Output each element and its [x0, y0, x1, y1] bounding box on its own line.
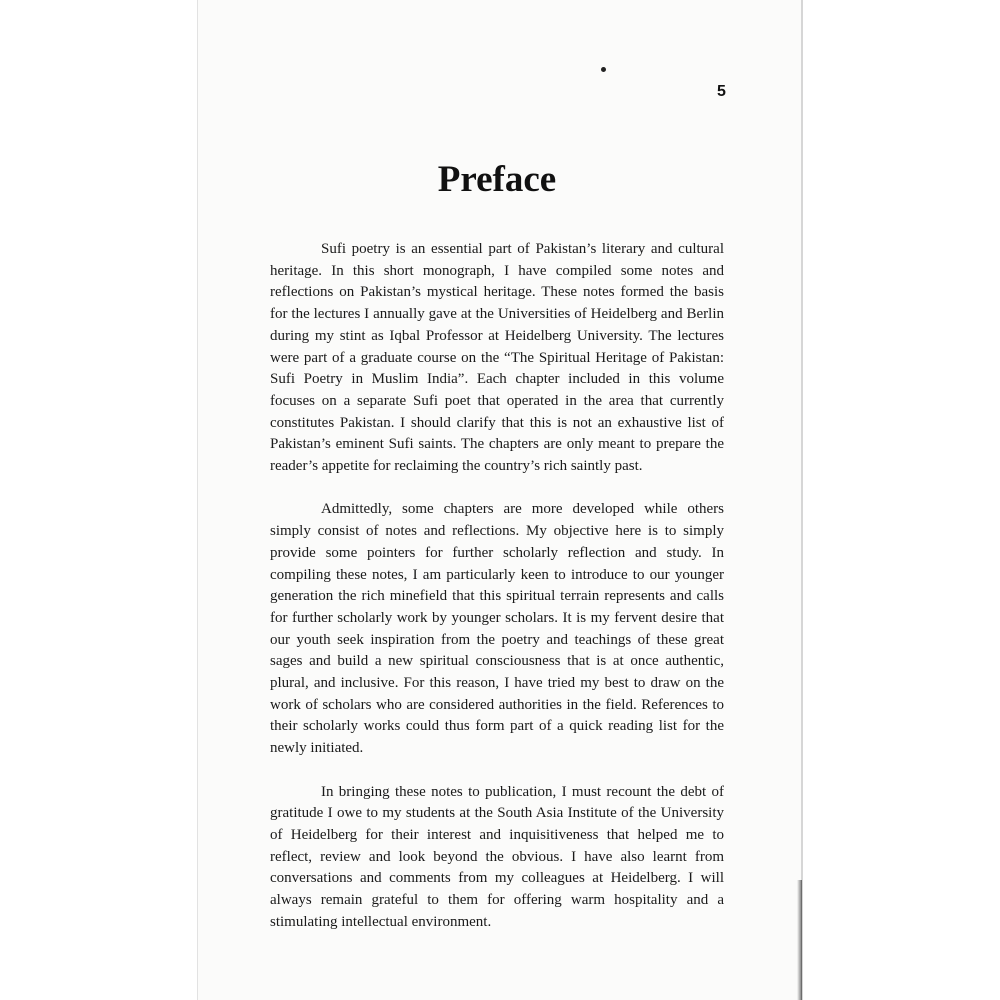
page-edge-shadow — [797, 880, 802, 1000]
page-edge-right — [801, 0, 803, 1000]
page-number: 5 — [717, 83, 726, 100]
paragraph-1: Sufi poetry is an essential part of Pakistan’s literary and cultural heritage. In this short monograph, I have compiled some notes and reflections on Pakistan’s mystical heritage. These notes formed the basis for the lectures I annually gave at the Universities of Heidelberg and Berlin during my stint as Iqbal Professor at Heidelberg University. The lectures were part of a graduate course on the “The Spiritual Heritage of Pakistan: Sufi Poetry in Muslim India”. Each chapter included in this volume focuses on a separate Sufi poet that operated in the area that currently constitutes Pakistan. I should clarify that this is not an exhaustive list of Pakistan’s eminent Sufi saints. The chapters are only meant to prepare the reader’s appetite for reclaiming the country’s rich saintly past. — [270, 241, 724, 475]
paragraph-3: In bringing these notes to publication, I must recount the debt of gratitude I owe to my students at the South Asia Institute of the University of Heidelberg for their interest and inquisitiveness that helped me to reflect, review and look beyond the obvious. I have also learnt from conversations and comments from my colleagues at Heidelberg. I will always remain grateful to them for offering warm hospitality and a stimulating intellectual environment. — [270, 783, 724, 930]
scan-speck — [601, 67, 606, 72]
body-text — [270, 239, 724, 955]
page-title: Preface — [437, 159, 557, 200]
paragraph-2: Admittedly, some chapters are more developed while others simply consist of notes and reflections. My objective here is to simply provide some pointers for further scholarly reflection and study. In compiling these notes, I am particularly keen to introduce to our younger generation the rich minefield that this spiritual terrain represents and calls for further scholarly work by younger scholars. It is my fervent desire that our youth seek inspiration from the poetry and teachings of these great sages and build a new spiritual consciousness that is at once authentic, plural, and inclusive. For this reason, I have tried my best to draw on the work of scholars who are considered authorities in the field. References to their scholarly works could thus form part of a quick reading list for the newly initiated. — [270, 501, 724, 757]
page-edge-left — [197, 0, 198, 1000]
